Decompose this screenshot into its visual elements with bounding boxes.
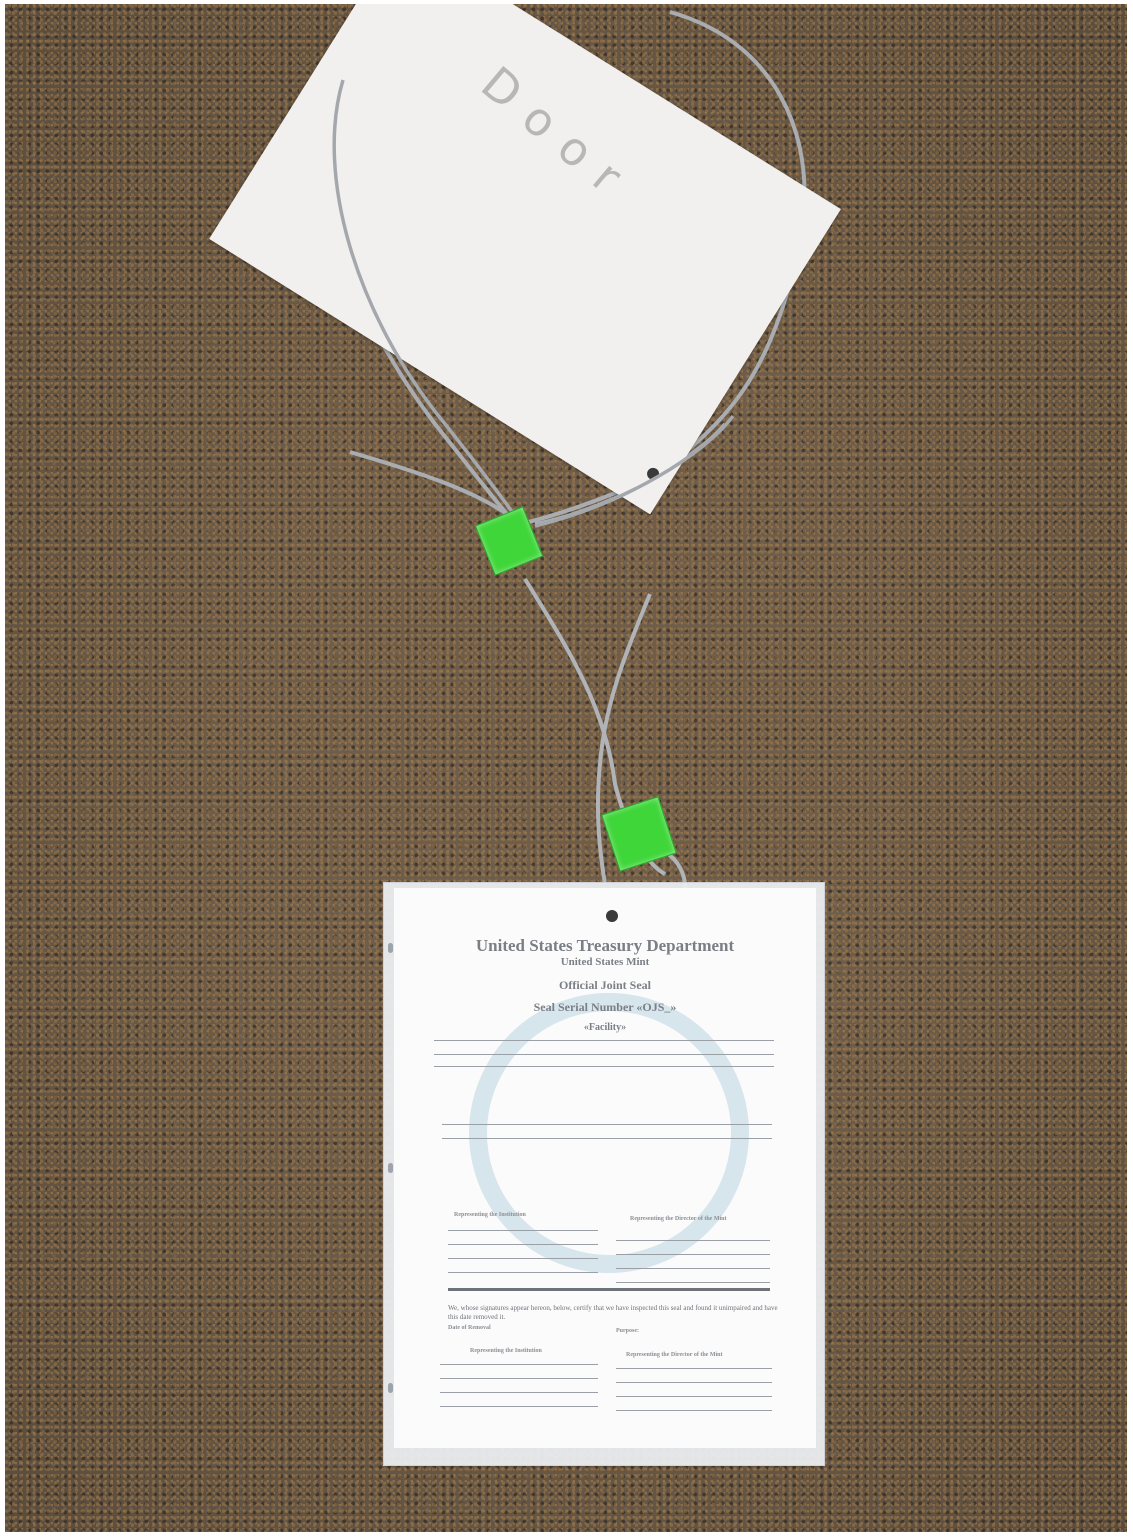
form-subtitle: United States Mint [560,956,650,968]
date-label: Date of Removal [448,1325,491,1331]
form-hole [606,910,618,922]
sleeve-hole-3 [388,1383,393,1393]
table-line [434,1054,774,1055]
sleeve-hole-2 [388,1163,393,1173]
signature-line [440,1392,598,1393]
door-handwriting: Door [471,55,646,215]
signature-line [440,1406,598,1407]
seal-watermark [469,993,749,1273]
signature-line [448,1272,598,1273]
signer-director-label-2: Representing the Director of the Mint [626,1352,723,1358]
signature-line [616,1396,772,1397]
signer-director-label-1: Representing the Director of the Mint [630,1216,727,1222]
section-divider [448,1288,770,1291]
certify-text: We, whose signatures appear hereon, below, certify that we have inspected this seal and found it unimpaired and have this date removed it. [448,1304,778,1321]
form-title: United States Treasury Department [475,936,735,955]
signature-line [448,1230,598,1231]
wire-over-card [334,80,525,529]
table-line [434,1066,774,1067]
signature-line [448,1258,598,1259]
sleeve-hole-1 [388,943,393,953]
photo-frame [5,4,1127,1532]
signature-line [616,1240,770,1241]
form-seal-label: Official Joint Seal [559,978,651,992]
wire-over-card-2 [535,416,733,526]
signature-line [616,1268,770,1269]
table-line [442,1124,772,1125]
form-serial-label: Seal Serial Number «OJS_» [533,1000,677,1014]
signature-line [616,1410,772,1411]
signature-line [440,1364,598,1365]
table-line [442,1138,772,1139]
form-facility: «Facility» [583,1022,627,1033]
purpose-label: Purpose: [616,1328,639,1334]
signature-line [448,1244,598,1245]
signer-institution-label-1: Representing the Institution [454,1212,526,1218]
signature-line [616,1254,770,1255]
signature-line [440,1378,598,1379]
signature-line [616,1282,770,1283]
signature-line [616,1368,772,1369]
signature-line [616,1382,772,1383]
seal-form [394,888,816,1448]
signer-institution-label-2: Representing the Institution [470,1348,542,1354]
table-line [434,1040,774,1041]
